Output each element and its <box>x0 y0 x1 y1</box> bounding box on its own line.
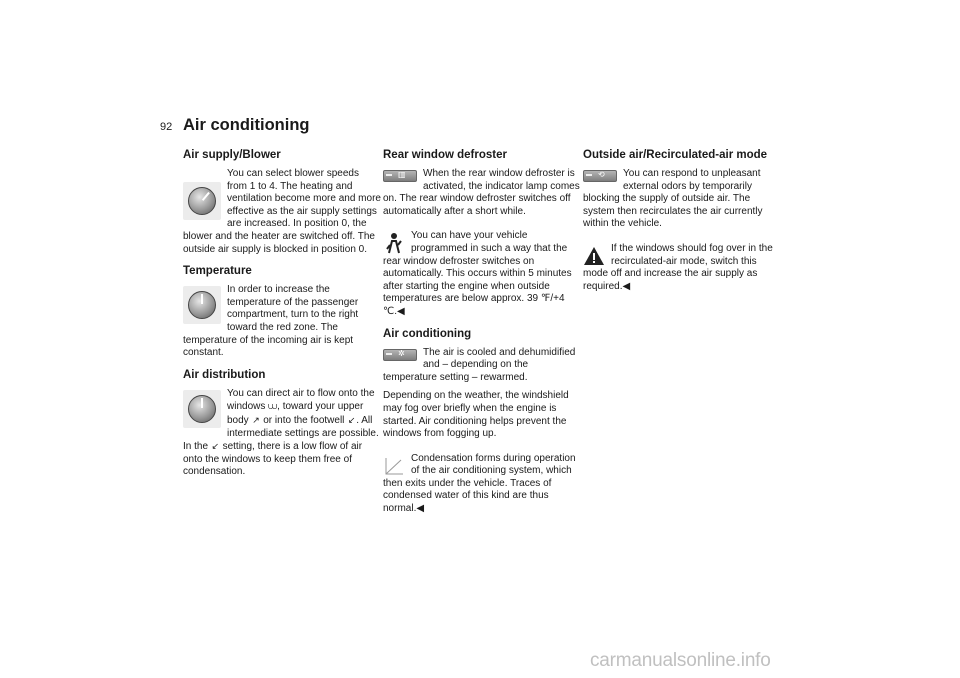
section-text: When the rear window defroster is activated, the indicator lamp comes on. The rear window defroster switches off automatically after a short while. <box>383 168 580 217</box>
windshield-air-icon: ⩊ <box>268 401 278 412</box>
temperature-knob-icon <box>183 286 221 324</box>
distribution-knob-icon <box>183 390 221 428</box>
page-title: Air conditioning <box>183 116 310 134</box>
section-text: The air is cooled and dehumidified and – depending on the temperature setting – rewarmed. <box>383 346 576 383</box>
section-text: You can respond to unpleasant external odors by temporarily blocking the supply of outside air. The system then recirculates the air currently within the vehicle. <box>583 168 763 230</box>
warning-triangle-icon <box>583 245 605 267</box>
section-heading: Air supply/Blower <box>183 149 281 161</box>
footwell-air-icon: ↙ <box>211 441 220 452</box>
section-heading: Outside air/Recirculated-air mode <box>583 149 768 161</box>
note-text: Condensation forms during operation of the air conditioning system, which then exits under the vehicle. Traces of condensed water of this kind are thus normal.◀ <box>383 452 576 515</box>
section-text: In order to increase the temperature of the passenger compartment, turn to the right toward the red zone. The temperature of the incoming air is kept constant. <box>183 284 359 359</box>
note-text: You can have your vehicle programmed in such a way that the rear window defroster switches on automatically. This occurs within 5 minutes after starting the engine when outside temperatures are below approx. 39 ℉/+4 ℃.◀ <box>383 230 572 317</box>
section-outside-air <box>583 148 781 293</box>
column-right <box>583 146 781 301</box>
section-rear-defroster <box>383 148 581 319</box>
section-text: Depending on the weather, the windshield may fog over briefly when the engine is started. Air conditioning helps prevent the windows from fogging up. <box>383 390 569 440</box>
section-heading: Rear window defroster <box>383 149 507 161</box>
ac-button-icon: ✲ <box>383 349 417 361</box>
section-heading: Air conditioning <box>383 327 472 340</box>
section-text: You can select blower speeds from 1 to 4. The heating and ventilation become more and more effective as the air supply settings are increased. In position 0, the blower and the heater are switched off. The outside air supply is blocked in position 0. <box>183 168 381 255</box>
blower-knob-icon <box>183 182 221 220</box>
section-air-supply <box>183 148 381 256</box>
section-temperature <box>183 264 381 360</box>
upper-body-air-icon: ↗ <box>252 414 260 425</box>
page-number: 92 <box>160 121 173 133</box>
footwell-air-icon: ↙ <box>347 414 356 425</box>
section-air-conditioning <box>383 327 581 516</box>
section-heading: Temperature <box>183 265 252 278</box>
recirculation-button-icon: ⟲ <box>583 170 617 182</box>
rear-defroster-button-icon: ▥ <box>383 170 417 182</box>
column-middle <box>383 146 581 524</box>
service-person-icon <box>383 232 405 254</box>
watermark: carmanualsonline.info <box>590 650 771 671</box>
warning-text: If the windows should fog over in the recirculated-air mode, switch this mode off and increase the air supply as required.◀ <box>583 242 773 292</box>
section-air-distribution <box>183 368 381 479</box>
column-left <box>183 146 381 487</box>
section-text: You can direct air to flow onto the windows ⩊, toward your upper body ↗ or into the footwell ↙. All intermediate settings are possible. In the ↙ setting, there is a low flow of air onto the windows to keep them free of condensation. <box>183 387 379 478</box>
section-heading: Air distribution <box>183 368 266 381</box>
note-arrow-icon <box>383 455 405 477</box>
